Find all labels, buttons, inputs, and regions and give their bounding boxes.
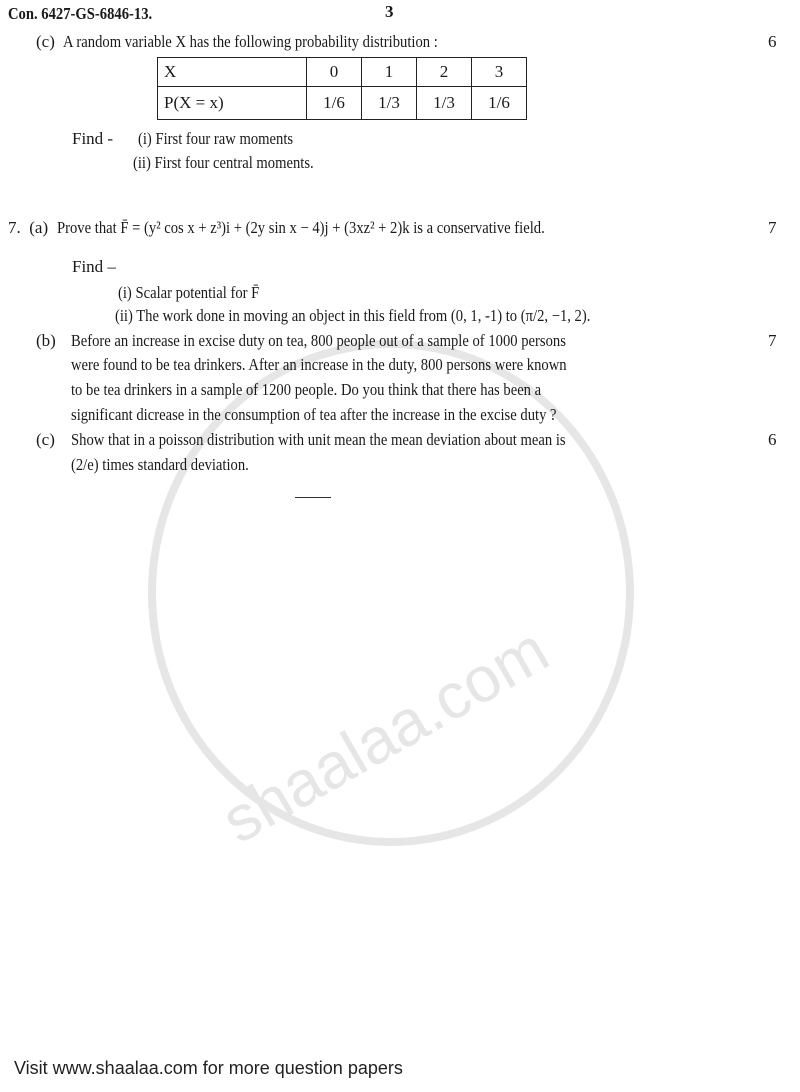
table-cell: 1/3 [417,87,472,120]
item-6c-i: (i) First four raw moments [138,129,294,148]
table-row [158,87,527,120]
text-line: significant dicrease in the consumption of tea after the increase in the excise duty ? [71,405,557,424]
find-label-7a: Find – [72,257,116,276]
table-cell: 1/6 [472,87,527,120]
paper-code: Con. 6427-GS-6846-13. [8,4,153,23]
text-line: Show that in a poisson distribution with unit mean the mean deviation about mean is [71,430,566,449]
item-7a-i: (i) Scalar potential for F̄ [118,283,260,302]
marks-7b: 7 [768,331,777,350]
table-cell: 3 [472,58,527,87]
table-cell: 0 [307,58,362,87]
marks-7c: 6 [768,430,777,449]
footer-text: Visit www.shaalaa.com for more question papers [14,1058,403,1078]
marks-6c: 6 [768,32,777,51]
label-7b: (b) [36,331,56,350]
table-row [158,58,527,87]
end-rule [295,497,331,498]
row-header: X [158,58,307,87]
text-line: (2/e) times standard deviation. [71,455,249,474]
text-line: Before an increase in excise duty on tea, 800 people out of a sample of 1000 persons [71,331,566,350]
table-cell: 1/6 [307,87,362,120]
item-7a-ii: (ii) The work done in moving an object in this field from (0, 1, -1) to (π/2, −1, 2). [115,306,591,325]
table-cell: 1/3 [362,87,417,120]
row-header: P(X = x) [158,87,307,120]
page-number: 3 [385,2,394,21]
question-6c: (c) A random variable X has the following probability distribution : [36,32,439,51]
probability-table [157,57,527,120]
question-7a: 7. (a) Prove that F̄ = (y² cos x + z³)i + (2y sin x − 4)j + (3xz² + 2)k is a conservative field. [8,218,545,237]
label-7c: (c) [36,430,55,449]
watermark-text: shaalaa.com [209,613,561,857]
table-cell: 2 [417,58,472,87]
text-line: to be tea drinkers in a sample of 1200 people. Do you think that there has been a [71,380,542,399]
table-cell: 1 [362,58,417,87]
find-label-6c: Find - [72,129,114,148]
item-6c-ii: (ii) First four central moments. [133,153,314,172]
marks-7a: 7 [768,218,777,237]
text-line: were found to be tea drinkers. After an increase in the duty, 800 persons were known [71,355,567,374]
